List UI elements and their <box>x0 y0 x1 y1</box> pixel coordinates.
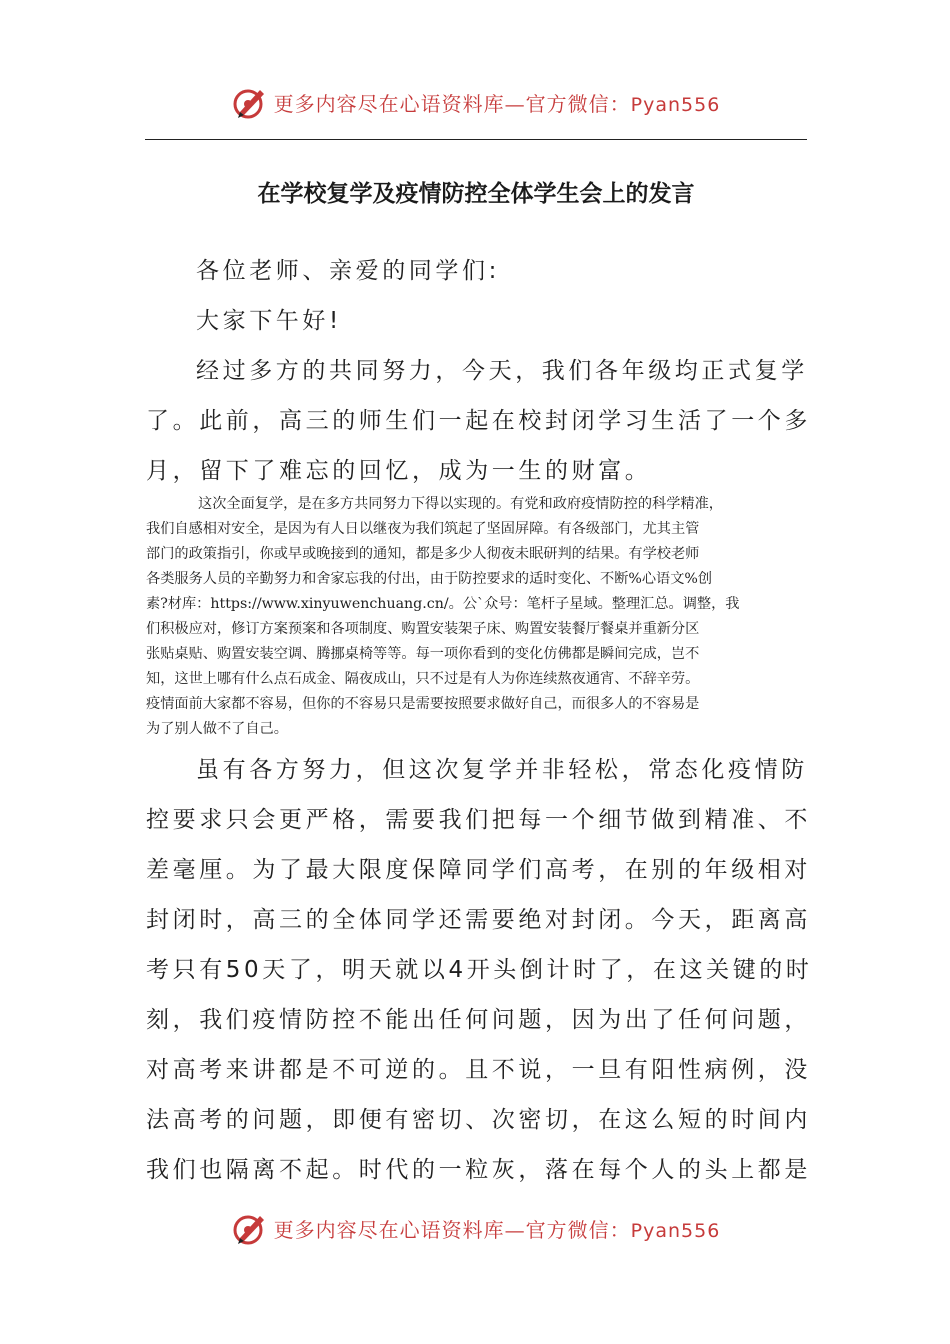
header-divider <box>145 139 807 140</box>
banner-dash: — <box>504 1217 526 1242</box>
para2-line: 控要求只会更严格，需要我们把每一个细节做到精准、不 <box>146 807 811 833</box>
footer-banner <box>0 1208 950 1248</box>
small-para-line: 我们自感相对安全，是因为有人日以继夜为我们筑起了坚固屏障。有各级部门，尤其主管 <box>146 521 700 537</box>
small-para-line: 素?材库：https://www.xinyuwenchuang.cn/。公`众号：笔杆子星域。整理汇总。调整，我 <box>146 596 740 612</box>
small-para-line: 为了别人做不了自己。 <box>146 721 288 737</box>
para2-block <box>146 745 813 1195</box>
para1-line: 月，留下了难忘的回忆，成为一生的财富。 <box>146 458 652 484</box>
small-para-line: 这次全面复学，是在多方共同努力下得以实现的。有党和政府疫情防控的科学精准， <box>198 496 723 512</box>
banner-site-text: 更多内容尽在心语资料库 <box>273 91 505 116</box>
banner-wechat-label: 官方微信： <box>525 91 631 116</box>
small-para-line: 知，这世上哪有什么点石成金、隔夜成山，只不过是有人为你连续熬夜通宵、不辞辛劳。 <box>146 671 700 687</box>
small-para-line: 各类服务人员的辛勤努力和舍家忘我的付出，由于防控要求的适时变化、不断%心语文%创 <box>146 571 713 587</box>
banner-wechat-id: Pyan556 <box>630 93 721 116</box>
para1-line: 了。此前，高三的师生们一起在校封闭学习生活了一个多 <box>146 408 811 434</box>
banner-dash: — <box>504 91 526 116</box>
para2-line: 我们也隔离不起。时代的一粒灰，落在每个人的头上都是 <box>146 1157 811 1183</box>
greeting-block <box>146 246 811 496</box>
para2-line: 虽有各方努力，但这次复学并非轻松，常态化疫情防 <box>196 757 808 783</box>
banner-wechat-label: 官方微信： <box>525 1217 631 1242</box>
small-para-line: 疫情面前大家都不容易，但你的不容易只是需要按照要求做好自己，而很多人的不容易是 <box>146 696 700 712</box>
para2-line: 刻，我们疫情防控不能出任何问题，因为出了任何问题， <box>146 1007 811 1033</box>
para2-line: 对高考来讲都是不可逆的。且不说，一旦有阳性病例，没 <box>146 1057 811 1083</box>
banner-site-text: 更多内容尽在心语资料库 <box>273 1217 505 1242</box>
small-para-line: 部门的政策指引，你或早或晚接到的通知，都是多少人彻夜未眠研判的结果。有学校老师 <box>146 546 700 562</box>
document-title: 在学校复学及疫情防控全体学生会上的发言 <box>257 180 695 207</box>
greeting-line-1: 各位老师、亲爱的同学们: <box>196 258 500 284</box>
small-para-line: 们积极应对，修订方案预案和各项制度、购置安装架子床、购置安装餐厅餐桌并重新分区 <box>146 621 700 637</box>
greeting-line-2: 大家下午好! <box>196 308 342 334</box>
small-paragraph <box>146 492 808 742</box>
banner-wechat-id: Pyan556 <box>630 1219 721 1242</box>
para2-line: 差毫厘。为了最大限度保障同学们高考，在别的年级相对 <box>146 857 811 883</box>
small-para-line: 张贴桌贴、购置安装空调、腾挪桌椅等等。每一项你看到的变化仿佛都是瞬间完成，岂不 <box>146 646 700 662</box>
para2-line: 封闭时，高三的全体同学还需要绝对封闭。今天，距离高 <box>146 907 811 933</box>
para2-line: 考只有50天了，明天就以4开头倒计时了，在这关键的时 <box>146 957 813 983</box>
header-banner <box>0 82 950 122</box>
pen-logo-icon <box>230 1208 270 1248</box>
para1-line: 经过多方的共同努力，今天，我们各年级均正式复学 <box>196 358 808 384</box>
para2-line: 法高考的问题，即便有密切、次密切，在这么短的时间内 <box>146 1107 811 1133</box>
pen-logo-icon <box>230 82 270 122</box>
